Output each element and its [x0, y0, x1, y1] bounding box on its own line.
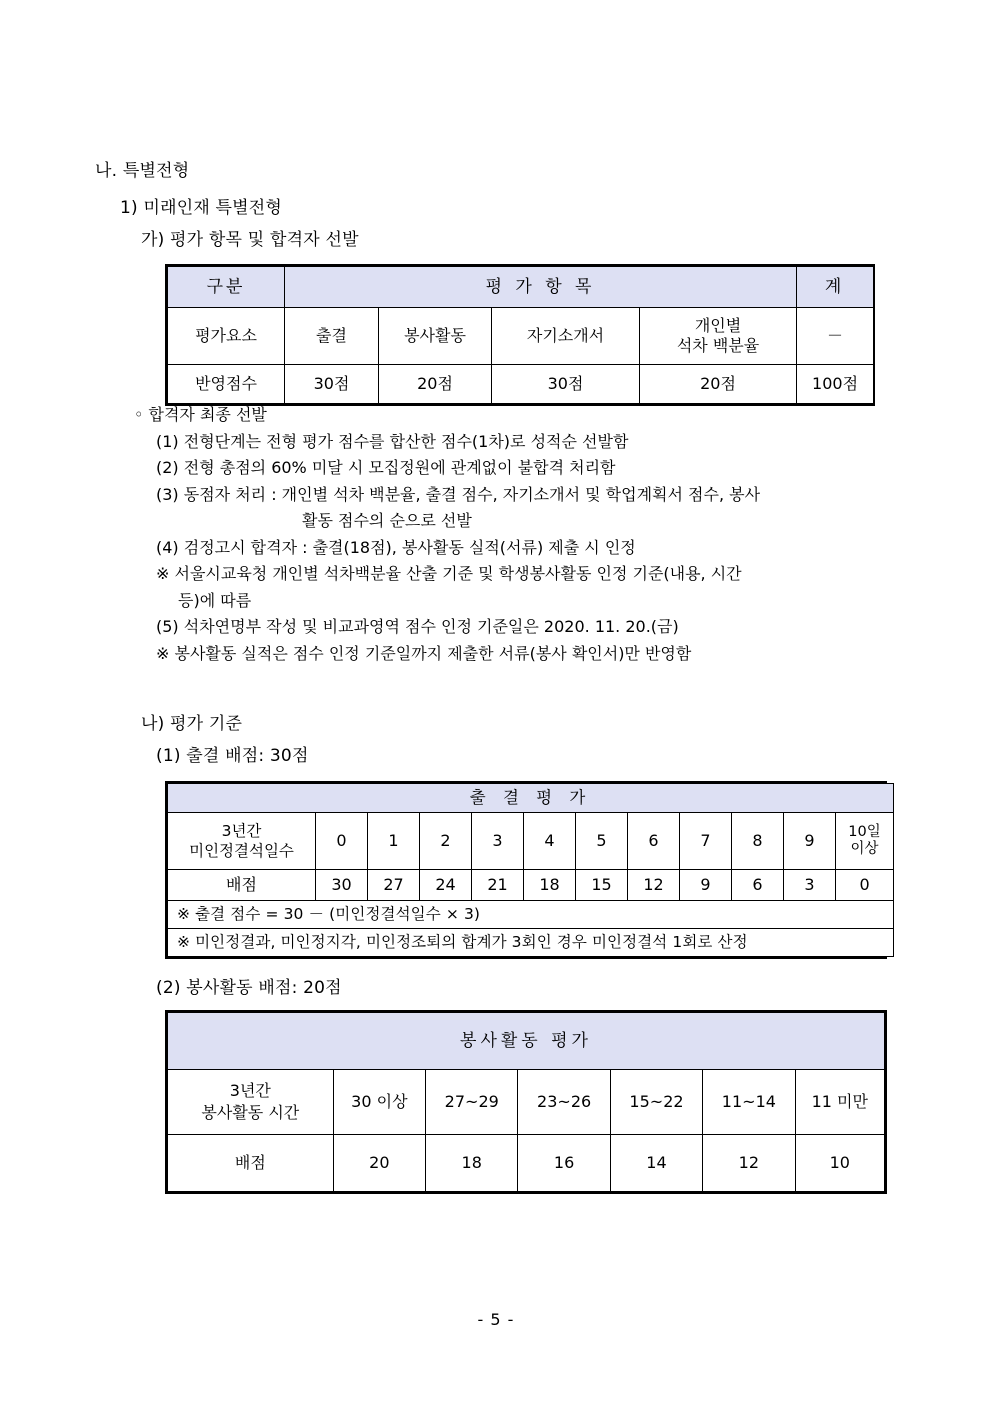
table-row-volunteer-hours: [168, 1070, 885, 1135]
row-label-factors: 평가요소: [168, 308, 285, 365]
cell-points-volunteer: 20점: [379, 365, 492, 404]
selection-notes-block: [134, 402, 904, 667]
volunteer-row-label-text: 3년간 봉사활동 시간: [201, 1081, 300, 1122]
cell-points-attendance: 30점: [285, 365, 379, 404]
cell-factor-self-intro: 자기소개서: [492, 308, 640, 365]
selection-note-1: (1) 전형단계는 전형 평가 점수를 합산한 점수(1차)로 성적순 선발함: [156, 431, 629, 451]
table-row-note-1: [168, 901, 894, 929]
volunteer-score-3: 14: [610, 1135, 702, 1192]
selection-note-2: (2) 전형 총점의 60% 미달 시 모집정원에 관계없이 불합격 처리함: [156, 458, 616, 477]
heading-item-1: 1) 미래인재 특별전형: [120, 198, 283, 218]
attendance-score-6: 12: [628, 870, 680, 901]
attendance-score-0: 30: [316, 870, 368, 901]
attendance-score-3: 21: [472, 870, 524, 901]
selection-note-3-cont: 활동 점수의 순으로 선발: [302, 511, 472, 530]
volunteer-score-1: 18: [426, 1135, 518, 1192]
attendance-col-7: 7: [680, 813, 732, 870]
attendance-col-4: 4: [524, 813, 576, 870]
attendance-evaluation-table: [165, 781, 887, 959]
table-row-attendance-scores: [168, 870, 894, 901]
cell-points-self-intro: 30점: [492, 365, 640, 404]
attendance-col-6: 6: [628, 813, 680, 870]
volunteer-score-5: 10: [795, 1135, 884, 1192]
attendance-note-2: ※ 미인정결과, 미인정지각, 미인정조퇴의 합계가 3회인 경우 미인정결석 1회로 산정: [168, 929, 894, 957]
heading-attendance-points: (1) 출결 배점: 30점: [156, 746, 309, 766]
table-row-title: [168, 1013, 885, 1070]
volunteer-row-label: [168, 1070, 334, 1135]
header-cell-eval-items: 평 가 항 목: [285, 267, 797, 308]
table-row-note-2: [168, 929, 894, 957]
selection-note-3: (3) 동점자 처리 : 개인별 석차 백분율, 출결 점수, 자기소개서 및 학업계획서 점수, 봉사: [156, 484, 761, 504]
volunteer-col-5: 11 미만: [795, 1070, 884, 1135]
attendance-score-10: 0: [836, 870, 894, 901]
selection-notes-title: ◦ 합격자 최종 선발: [134, 405, 267, 424]
cell-points-total: 100점: [797, 365, 874, 404]
cell-factor-total: －: [797, 308, 874, 365]
heading-section-b: 나. 특별전형: [95, 161, 190, 181]
attendance-col-8: 8: [732, 813, 784, 870]
selection-note-asterisk-1: ※ 서울시교육청 개인별 석차백분율 산출 기준 및 학생봉사활동 인정 기준(내용, 시간: [156, 564, 742, 583]
selection-note-asterisk-1-cont: 등)에 따름: [178, 590, 252, 610]
volunteer-col-0: 30 이상: [333, 1070, 425, 1135]
heading-item-na: 나) 평가 기준: [141, 714, 243, 734]
volunteer-evaluation-table: [165, 1010, 887, 1194]
heading-volunteer-points: (2) 봉사활동 배점: 20점: [156, 978, 342, 998]
cell-factor-rank-percentile-text: 개인별 석차 백분율: [676, 315, 760, 355]
cell-factor-volunteer: 봉사활동: [379, 308, 492, 365]
volunteer-col-3: 15~22: [610, 1070, 702, 1135]
attendance-score-label: 배점: [168, 870, 316, 901]
attendance-col-5: 5: [576, 813, 628, 870]
attendance-score-2: 24: [420, 870, 472, 901]
table-row-absence-days: [168, 813, 894, 870]
table-row-points: [168, 365, 874, 404]
cell-factor-rank-percentile: [640, 308, 797, 365]
attendance-col-10-or-more: [836, 813, 894, 870]
attendance-score-8: 6: [732, 870, 784, 901]
header-cell-total: 계: [797, 267, 874, 308]
cell-points-rank-percentile: 20점: [640, 365, 797, 404]
attendance-col-9: 9: [784, 813, 836, 870]
table-row-factors: [168, 308, 874, 365]
volunteer-col-1: 27~29: [426, 1070, 518, 1135]
attendance-col-2: 2: [420, 813, 472, 870]
volunteer-table-title: 봉사활동 평가: [168, 1013, 885, 1070]
attendance-score-5: 15: [576, 870, 628, 901]
attendance-col-1: 1: [368, 813, 420, 870]
attendance-row-label: [168, 813, 316, 870]
attendance-note-1: ※ 출결 점수 = 30 － (미인정결석일수 × 3): [168, 901, 894, 929]
volunteer-col-2: 23~26: [518, 1070, 610, 1135]
attendance-score-4: 18: [524, 870, 576, 901]
selection-note-asterisk-2: ※ 봉사활동 실적은 점수 인정 기준일까지 제출한 서류(봉사 확인서)만 반영함: [156, 643, 692, 663]
volunteer-col-4: 11~14: [703, 1070, 795, 1135]
evaluation-items-table: [165, 264, 875, 406]
heading-item-ga: 가) 평가 항목 및 합격자 선발: [141, 230, 359, 250]
attendance-col-3: 3: [472, 813, 524, 870]
attendance-score-7: 9: [680, 870, 732, 901]
table-row-title: [168, 784, 894, 813]
row-label-points: 반영점수: [168, 365, 285, 404]
attendance-score-9: 3: [784, 870, 836, 901]
page-number: - 5 -: [477, 1310, 515, 1329]
attendance-score-1: 27: [368, 870, 420, 901]
table-row-header: [168, 267, 874, 308]
header-cell-gubun: 구분: [168, 267, 285, 308]
selection-note-4: (4) 검정고시 합격자 : 출결(18점), 봉사활동 실적(서류) 제출 시 인정: [156, 537, 636, 557]
volunteer-score-2: 16: [518, 1135, 610, 1192]
attendance-col-0: 0: [316, 813, 368, 870]
attendance-col-10-or-more-text: 10일 이상: [848, 824, 881, 857]
attendance-row-label-text: 3년간 미인정결석일수: [189, 821, 294, 860]
volunteer-score-label: 배점: [168, 1135, 334, 1192]
selection-note-5: (5) 석차연명부 작성 및 비교과영역 점수 인정 기준일은 2020. 11. 20.(금): [156, 617, 679, 636]
volunteer-score-0: 20: [333, 1135, 425, 1192]
table-row-volunteer-scores: [168, 1135, 885, 1192]
attendance-table-title: 출 결 평 가: [168, 784, 894, 813]
cell-factor-attendance: 출결: [285, 308, 379, 365]
volunteer-score-4: 12: [703, 1135, 795, 1192]
